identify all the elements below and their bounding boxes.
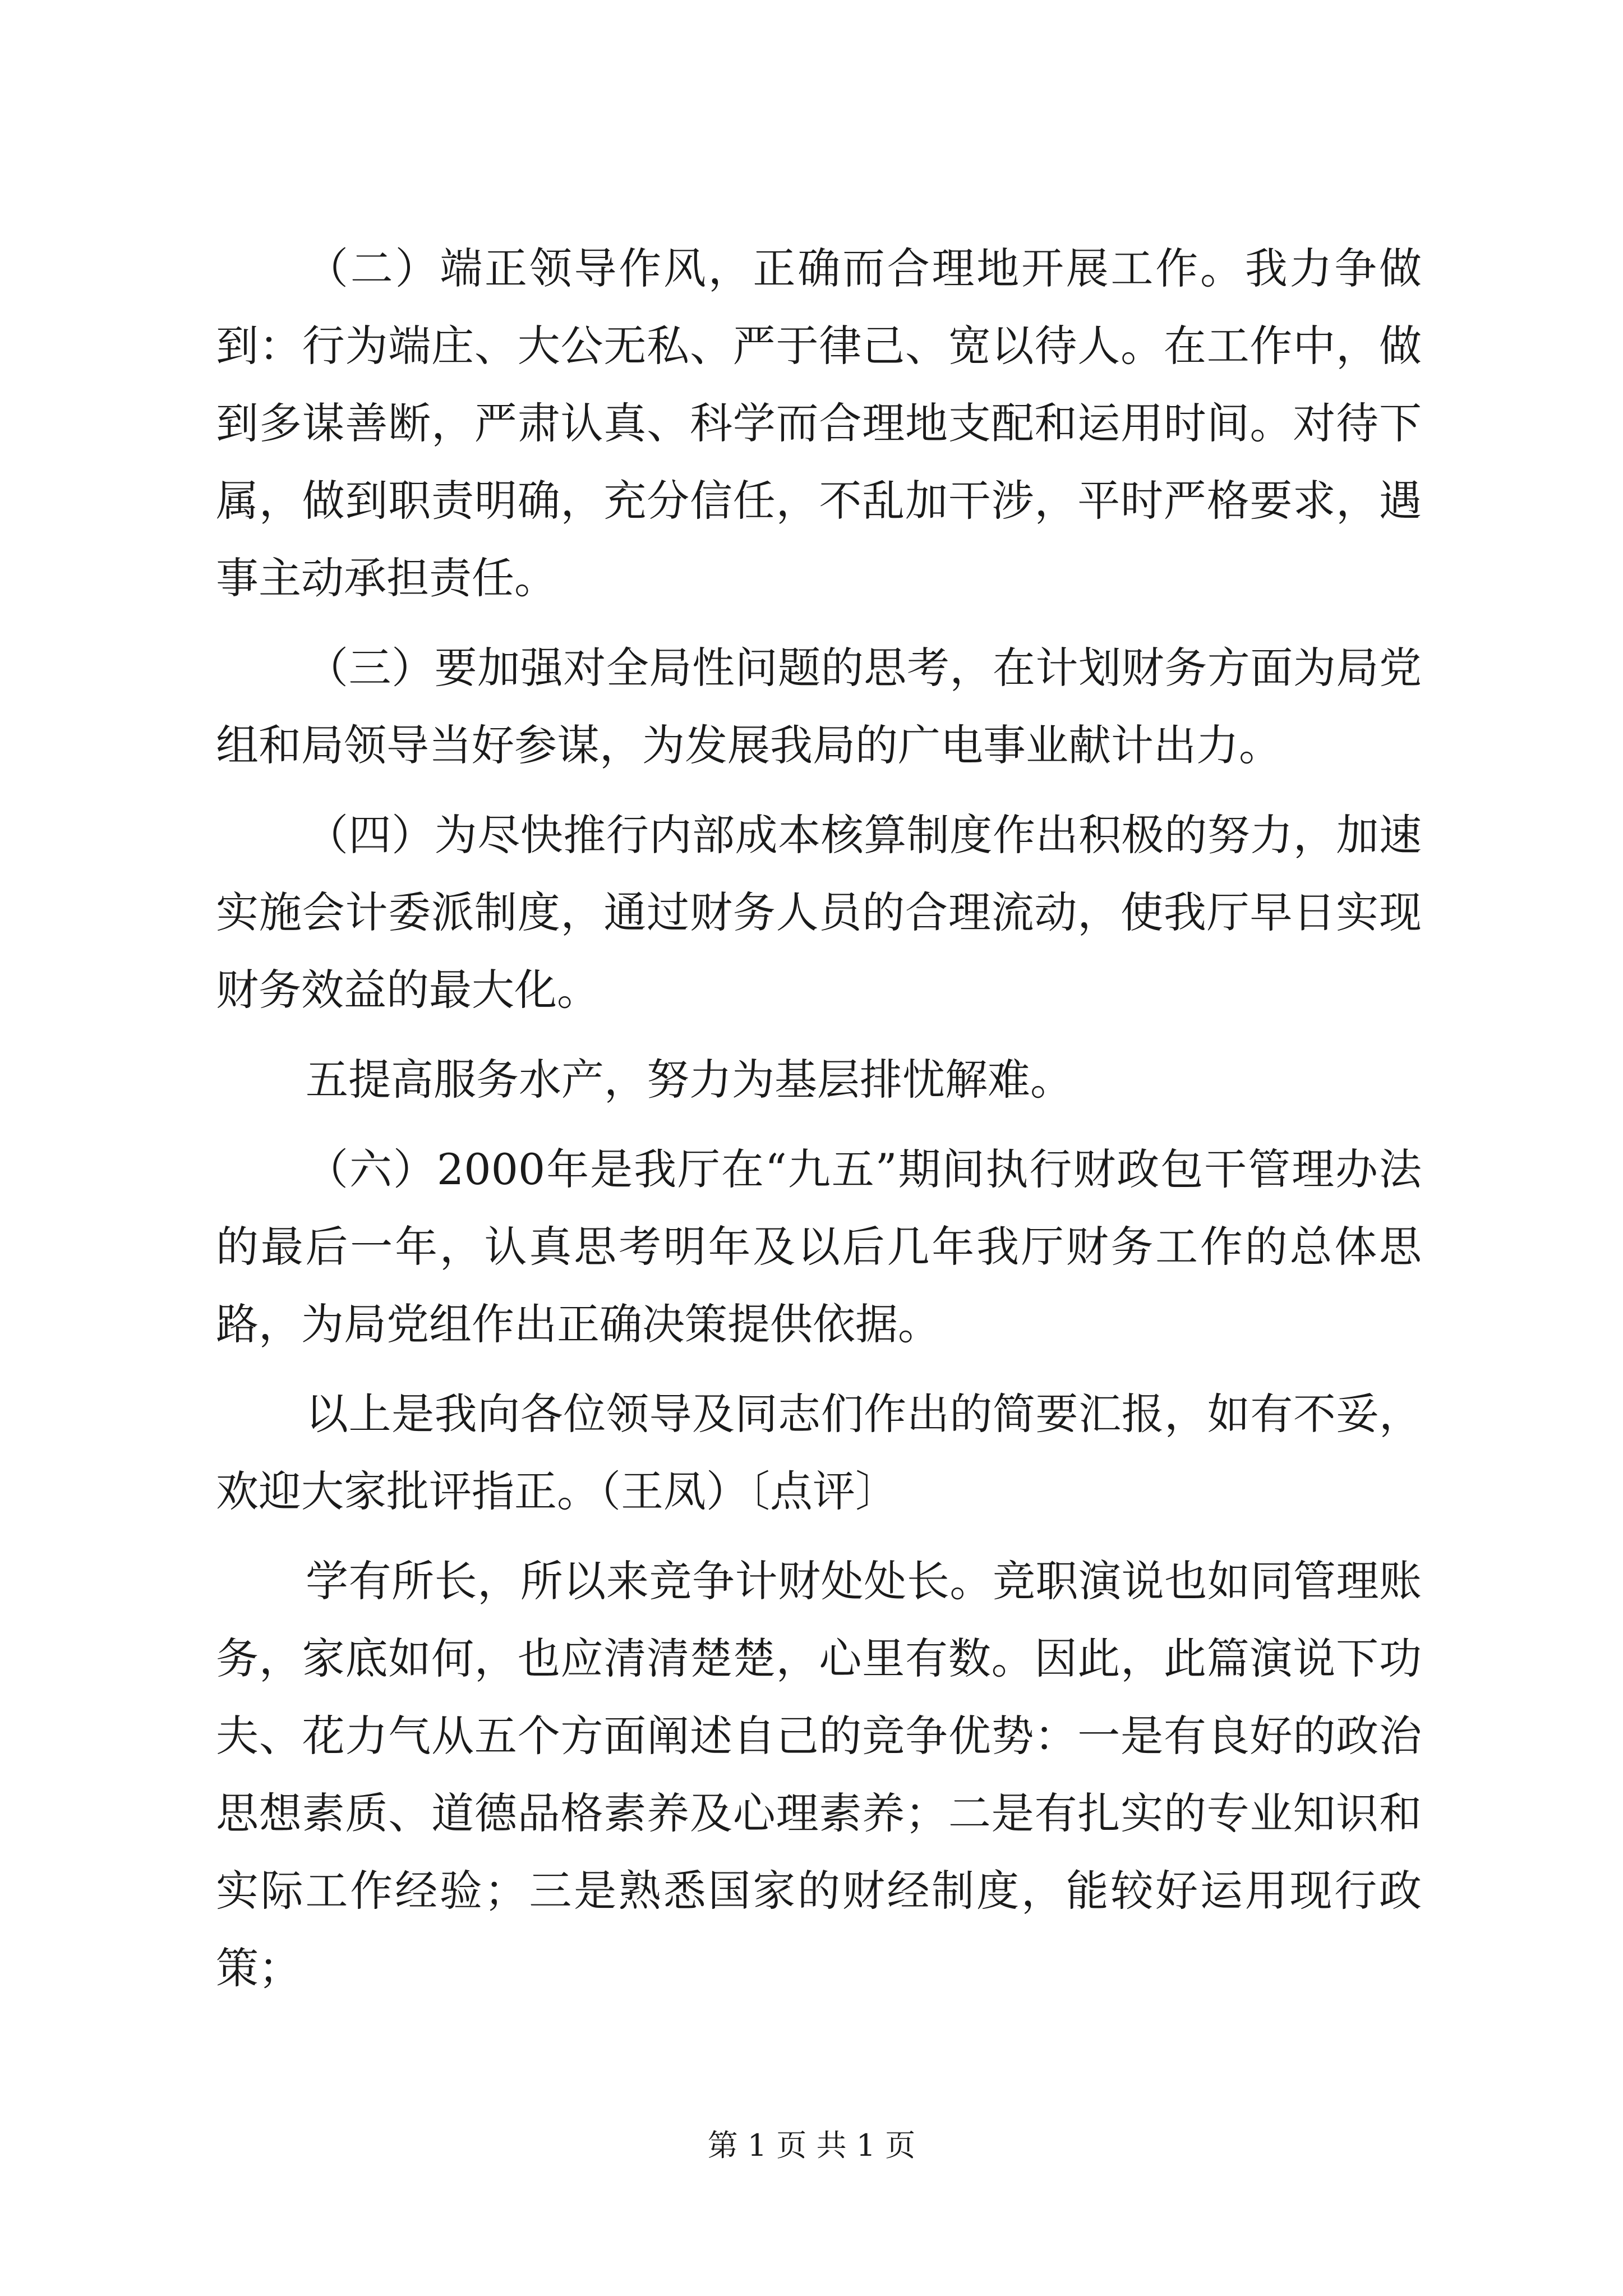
page-number-footer: 第 1 页 共 1 页 (707, 2128, 916, 2163)
paragraph-commentary: 学有所长，所以来竞争计财处处长。竞职演说也如同管理账务，家底如何，也应清清楚楚，心里有数。因此，此篇演说下功夫、花力气从五个方面阐述自己的竞争优势：一是有良好的政治思想素质、道德品格素养及心理素养；二是有扎实的专业知识和实际工作经验；三是熟悉国家的财经制度，能较好运用现行政策； (216, 1556, 1422, 1993)
paragraph-closing: 以上是我向各位领导及同志们作出的简要汇报，如有不妥，欢迎大家批评指正。（王凤）〔点评〕 (216, 1389, 1422, 1516)
paragraph-cost-accounting: （四）为尽快推行内部成本核算制度作出积极的努力，加速实施会计委派制度，通过财务人员的合理流动，使我厅早日实现财务效益的最大化。 (216, 810, 1422, 1015)
document-body (216, 230, 1422, 2019)
paragraph-service-level: 五提高服务水产，努力为基层排忧解难。 (306, 1055, 1073, 1105)
paragraph-leadership-style: （二）端正领导作风，正确而合理地开展工作。我力争做到：行为端庄、大公无私、严于律己、宽以待人。在工作中，做到多谋善断，严肃认真、科学而合理地支配和运用时间。对待下属，做到职责明确，充分信任，不乱加干涉，平时严格要求，遇事主动承担责任。 (216, 243, 1422, 603)
paragraph-year-2000: （六）2000年是我厅在“九五”期间执行财政包干管理办法的最后一年，认真思考明年及以后几年我厅财务工作的总体思路，为局党组作出正确决策提供依据。 (216, 1144, 1422, 1349)
paragraph-global-thinking: （三）要加强对全局性问题的思考，在计划财务方面为局党组和局领导当好参谋，为发展我局的广电事业献计出力。 (216, 643, 1422, 770)
